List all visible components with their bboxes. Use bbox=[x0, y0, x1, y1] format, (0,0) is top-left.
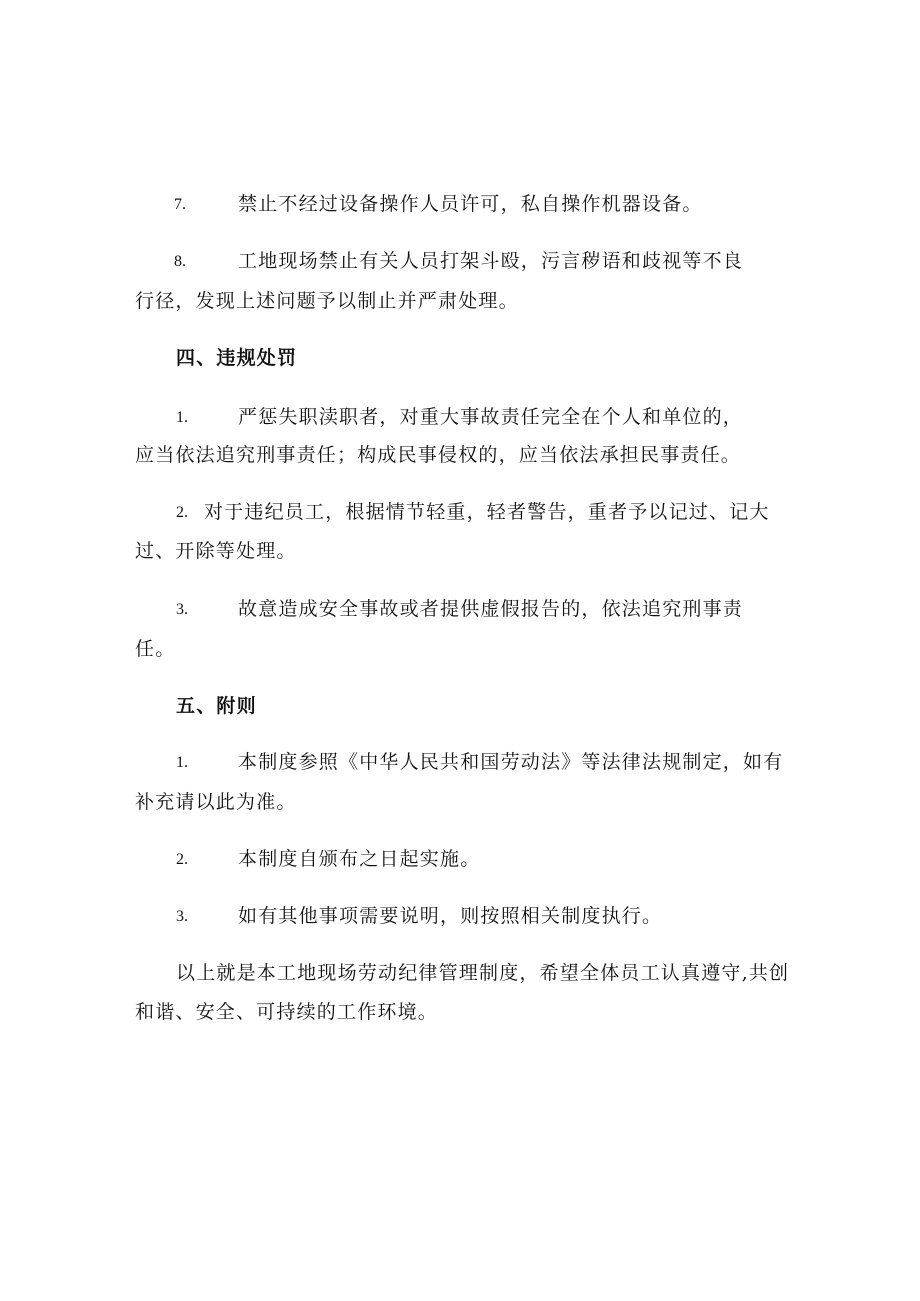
item-number: 3. bbox=[176, 908, 188, 925]
section-heading: 五、附则 bbox=[176, 695, 257, 717]
section-heading: 四、违规处罚 bbox=[176, 347, 298, 369]
item-text-continuation: 行径，发现上述问题予以制止并严肃处理。 bbox=[135, 290, 519, 312]
item-text-continuation: 补充请以此为准。 bbox=[135, 791, 297, 813]
item-text: 禁止不经过设备操作人员许可，私自操作机器设备。 bbox=[238, 193, 703, 215]
item-number: 8. bbox=[174, 253, 186, 270]
item-text-continuation: 应当依法追究刑事责任；构成民事侵权的，应当依法承担民事责任。 bbox=[135, 444, 742, 466]
item-text: 本制度自颁布之日起实施。 bbox=[238, 848, 481, 870]
item-number: 2. bbox=[176, 504, 188, 521]
item-text: 工地现场禁止有关人员打架斗殴，污言秽语和歧视等不良 bbox=[238, 250, 744, 272]
closing-text-continuation: 和谐、安全、可持续的工作环境。 bbox=[135, 1001, 439, 1023]
item-text: 本制度参照《中华人民共和国劳动法》等法律法规制定，如有 bbox=[238, 751, 784, 773]
closing-text: 以上就是本工地现场劳动纪律管理制度，希望全体员工认真遵守,共创 bbox=[176, 962, 790, 984]
item-number: 3. bbox=[176, 601, 188, 618]
item-number: 1. bbox=[176, 754, 188, 771]
item-text: 如有其他事项需要说明，则按照相关制度执行。 bbox=[238, 905, 663, 927]
item-number: 7. bbox=[174, 196, 186, 213]
item-number: 1. bbox=[176, 409, 188, 426]
item-text-continuation: 过、开除等处理。 bbox=[135, 540, 297, 562]
item-text-continuation: 任。 bbox=[135, 638, 176, 660]
item-text: 故意造成安全事故或者提供虚假报告的，依法追究刑事责 bbox=[238, 598, 744, 620]
item-text: 严惩失职渎职者，对重大事故责任完全在个人和单位的， bbox=[238, 406, 744, 428]
item-text: 对于违纪员工，根据情节轻重，轻者警告，重者予以记过、记大 bbox=[204, 501, 770, 523]
item-number: 2. bbox=[176, 851, 188, 868]
